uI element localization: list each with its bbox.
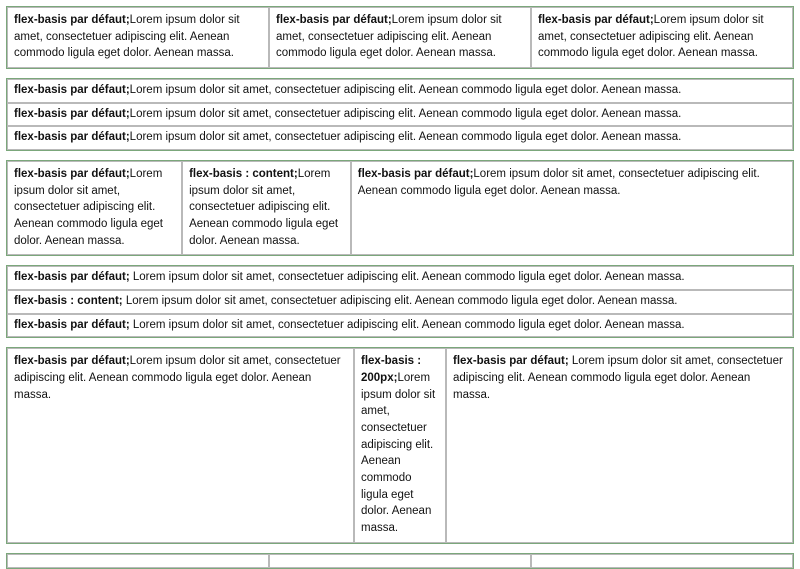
flex-item <box>7 161 182 255</box>
flex-item <box>7 348 354 542</box>
flex-item-body: Lorem ipsum dolor sit amet, consectetuer adipiscing elit. Aenean commodo ligula eget dolor. Aenean massa. <box>125 295 678 308</box>
flex-item-body: Lorem ipsum dolor sit amet, consectetuer adipiscing elit. Aenean commodo ligula eget dolor. Aenean massa. <box>129 131 682 144</box>
flex-item-body: Lorem ipsum dolor sit amet, consectetuer adipiscing elit. Aenean commodo ligula eget dolor. Aenean massa. <box>538 14 764 60</box>
flex-item-body: Lorem ipsum dolor sit amet, consectetuer adipiscing elit. Aenean commodo ligula eget dolor. Aenean massa. <box>132 318 685 331</box>
flex-item-body: Lorem ipsum dolor sit amet, consectetuer adipiscing elit. Aenean commodo ligula eget dolor. Aenean massa. <box>132 271 685 284</box>
flex-item <box>7 266 793 290</box>
demo-content-two-rows <box>6 265 794 338</box>
flex-item <box>7 290 793 314</box>
flex-item-label: flex-basis par défaut; <box>14 131 130 144</box>
flex-item <box>269 554 531 568</box>
flex-item-body: Lorem ipsum dolor sit amet, consectetuer adipiscing elit. Aenean commodo ligula eget dolor. Aenean massa. <box>14 355 341 401</box>
flex-item <box>446 348 793 542</box>
flex-item <box>351 161 793 255</box>
flex-item <box>7 103 793 127</box>
flex-item-body: Lorem ipsum dolor sit amet, consectetuer adipiscing elit. Aenean commodo ligula eget dolor. Aenean massa. <box>361 372 436 535</box>
flex-item <box>7 554 269 568</box>
flex-item-label: flex-basis par défaut; <box>14 355 130 368</box>
flex-item-body: Lorem ipsum dolor sit amet, consectetuer adipiscing elit. Aenean commodo ligula eget dolor. Aenean massa. <box>357 168 760 197</box>
flex-item <box>182 161 351 255</box>
flex-item <box>531 554 793 568</box>
flex-item-label: flex-basis par défaut; <box>14 107 130 120</box>
flex-item-body: Lorem ipsum dolor sit amet, consectetuer adipiscing elit. Aenean commodo ligula eget dolor. Aenean massa. <box>14 168 163 247</box>
flex-item <box>269 7 531 68</box>
flex-item-label: flex-basis par défaut; <box>14 84 130 97</box>
demo-basis-200px <box>6 347 794 543</box>
flex-item <box>7 7 269 68</box>
flex-item <box>7 79 793 103</box>
flex-item-body: Lorem ipsum dolor sit amet, consectetuer adipiscing elit. Aenean commodo ligula eget dolor. Aenean massa. <box>129 84 682 97</box>
demo-default-three-columns <box>6 6 794 69</box>
flex-item-label: flex-basis par défaut; <box>14 271 133 284</box>
flex-item-label: flex-basis : content; <box>14 295 126 308</box>
demo-content-three-columns <box>6 160 794 256</box>
flex-item <box>531 7 793 68</box>
flex-item-label: flex-basis par défaut; <box>538 14 654 26</box>
flex-item <box>7 314 793 338</box>
flex-item-body: Lorem ipsum dolor sit amet, consectetuer adipiscing elit. Aenean commodo ligula eget dolor. Aenean massa. <box>276 14 502 60</box>
flex-item-body: Lorem ipsum dolor sit amet, consectetuer adipiscing elit. Aenean commodo ligula eget dolor. Aenean massa. <box>129 107 682 120</box>
flex-item-label: flex-basis par défaut; <box>453 355 572 368</box>
flex-item-label: flex-basis : 200px; <box>361 355 422 385</box>
flex-item-label: flex-basis par défaut; <box>276 14 392 26</box>
flex-item <box>7 126 793 150</box>
flex-item-label: flex-basis par défaut; <box>14 168 130 181</box>
flex-item-body: Lorem ipsum dolor sit amet, consectetuer adipiscing elit. Aenean commodo ligula eget dolor. Aenean massa. <box>189 168 339 247</box>
flex-item-body: Lorem ipsum dolor sit amet, consectetuer adipiscing elit. Aenean commodo ligula eget dolor. Aenean massa. <box>453 355 783 401</box>
flex-item-body: Lorem ipsum dolor sit amet, consectetuer adipiscing elit. Aenean commodo ligula eget dolor. Aenean massa. <box>14 14 240 60</box>
flex-item <box>354 348 446 542</box>
flex-item-label: flex-basis par défaut; <box>357 168 474 181</box>
flex-item-label: flex-basis : content; <box>189 168 298 181</box>
flex-item-label: flex-basis par défaut; <box>14 318 133 331</box>
flex-item-label: flex-basis par défaut; <box>14 14 130 26</box>
demo-partial-bottom <box>6 553 794 569</box>
demo-default-three-rows <box>6 78 794 151</box>
